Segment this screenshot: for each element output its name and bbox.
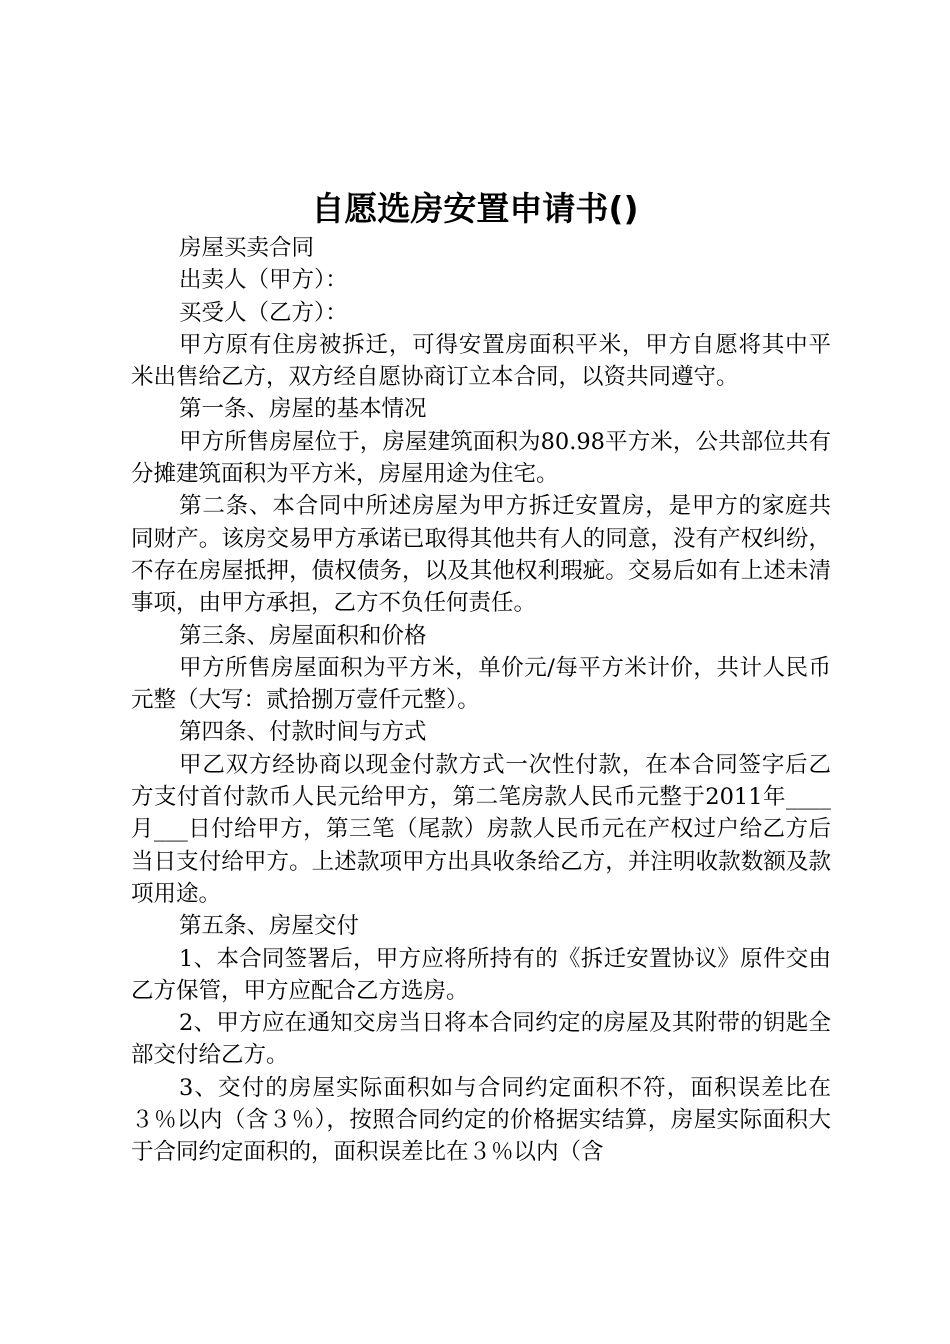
- article-4-paragraph: 甲乙双方经协商以现金付款方式一次性付款，在本合同签字后乙方支付首付款币人民元给甲方，第二笔房款人民币元整于2011年____月___日付给甲方，第三笔（尾款）房款人民币元在产权过户给乙方后当日支付给甲方。上述款项甲方出具收条给乙方，并注明收款数额及款项用途。: [131, 751, 831, 907]
- article-5-item-3: 3、交付的房屋实际面积如与合同约定面积不符，面积误差比在３％以内（含３％），按照合同约定的价格据实结算，房屋实际面积大于合同约定面积的，面积误差比在３％以内（含: [131, 1074, 831, 1166]
- article-3-paragraph: 甲方所售房屋面积为平方米，单价元/每平方米计价，共计人民币元整（大写：贰拾捌万壹仟元整）。: [131, 654, 831, 714]
- article-5-heading: 第五条、房屋交付: [179, 913, 360, 940]
- article-4-heading: 第四条、付款时间与方式: [179, 719, 427, 746]
- article-5-item-2: 2、甲方应在通知交房当日将本合同约定的房屋及其附带的钥匙全部交付给乙方。: [131, 1010, 831, 1069]
- article-5-item-1: 1、本合同签署后，甲方应将所持有的《拆迁安置协议》原件交由乙方保管，甲方应配合乙方选房。: [131, 945, 831, 1004]
- article-1-paragraph: 甲方所售房屋位于，房屋建筑面积为80.98平方米，公共部位共有分摊建筑面积为平方米，房屋用途为住宅。: [131, 428, 831, 488]
- document-body: [131, 232, 831, 1169]
- buyer-line: 买受人（乙方）：: [179, 299, 348, 326]
- article-2-paragraph: 第二条、本合同中所述房屋为甲方拆迁安置房，是甲方的家庭共同财产。该房交易甲方承诺已取得其他共有人的同意，没有产权纠纷，不存在房屋抵押，债权债务，以及其他权利瑕疵。交易后如有上述未清事项，由甲方承担，乙方不负任何责任。: [131, 493, 831, 617]
- seller-line: 出卖人（甲方）：: [179, 267, 348, 294]
- contract-name: 房屋买卖合同: [179, 235, 315, 261]
- article-3-heading: 第三条、房屋面积和价格: [179, 622, 427, 649]
- document-title: 自愿选房安置申请书(): [311, 189, 639, 228]
- article-1-heading: 第一条、房屋的基本情况: [179, 396, 427, 423]
- preamble-paragraph: 甲方原有住房被拆迁，可得安置房面积平米，甲方自愿将其中平米出售给乙方，双方经自愿协商订立本合同，以资共同遵守。: [131, 331, 831, 391]
